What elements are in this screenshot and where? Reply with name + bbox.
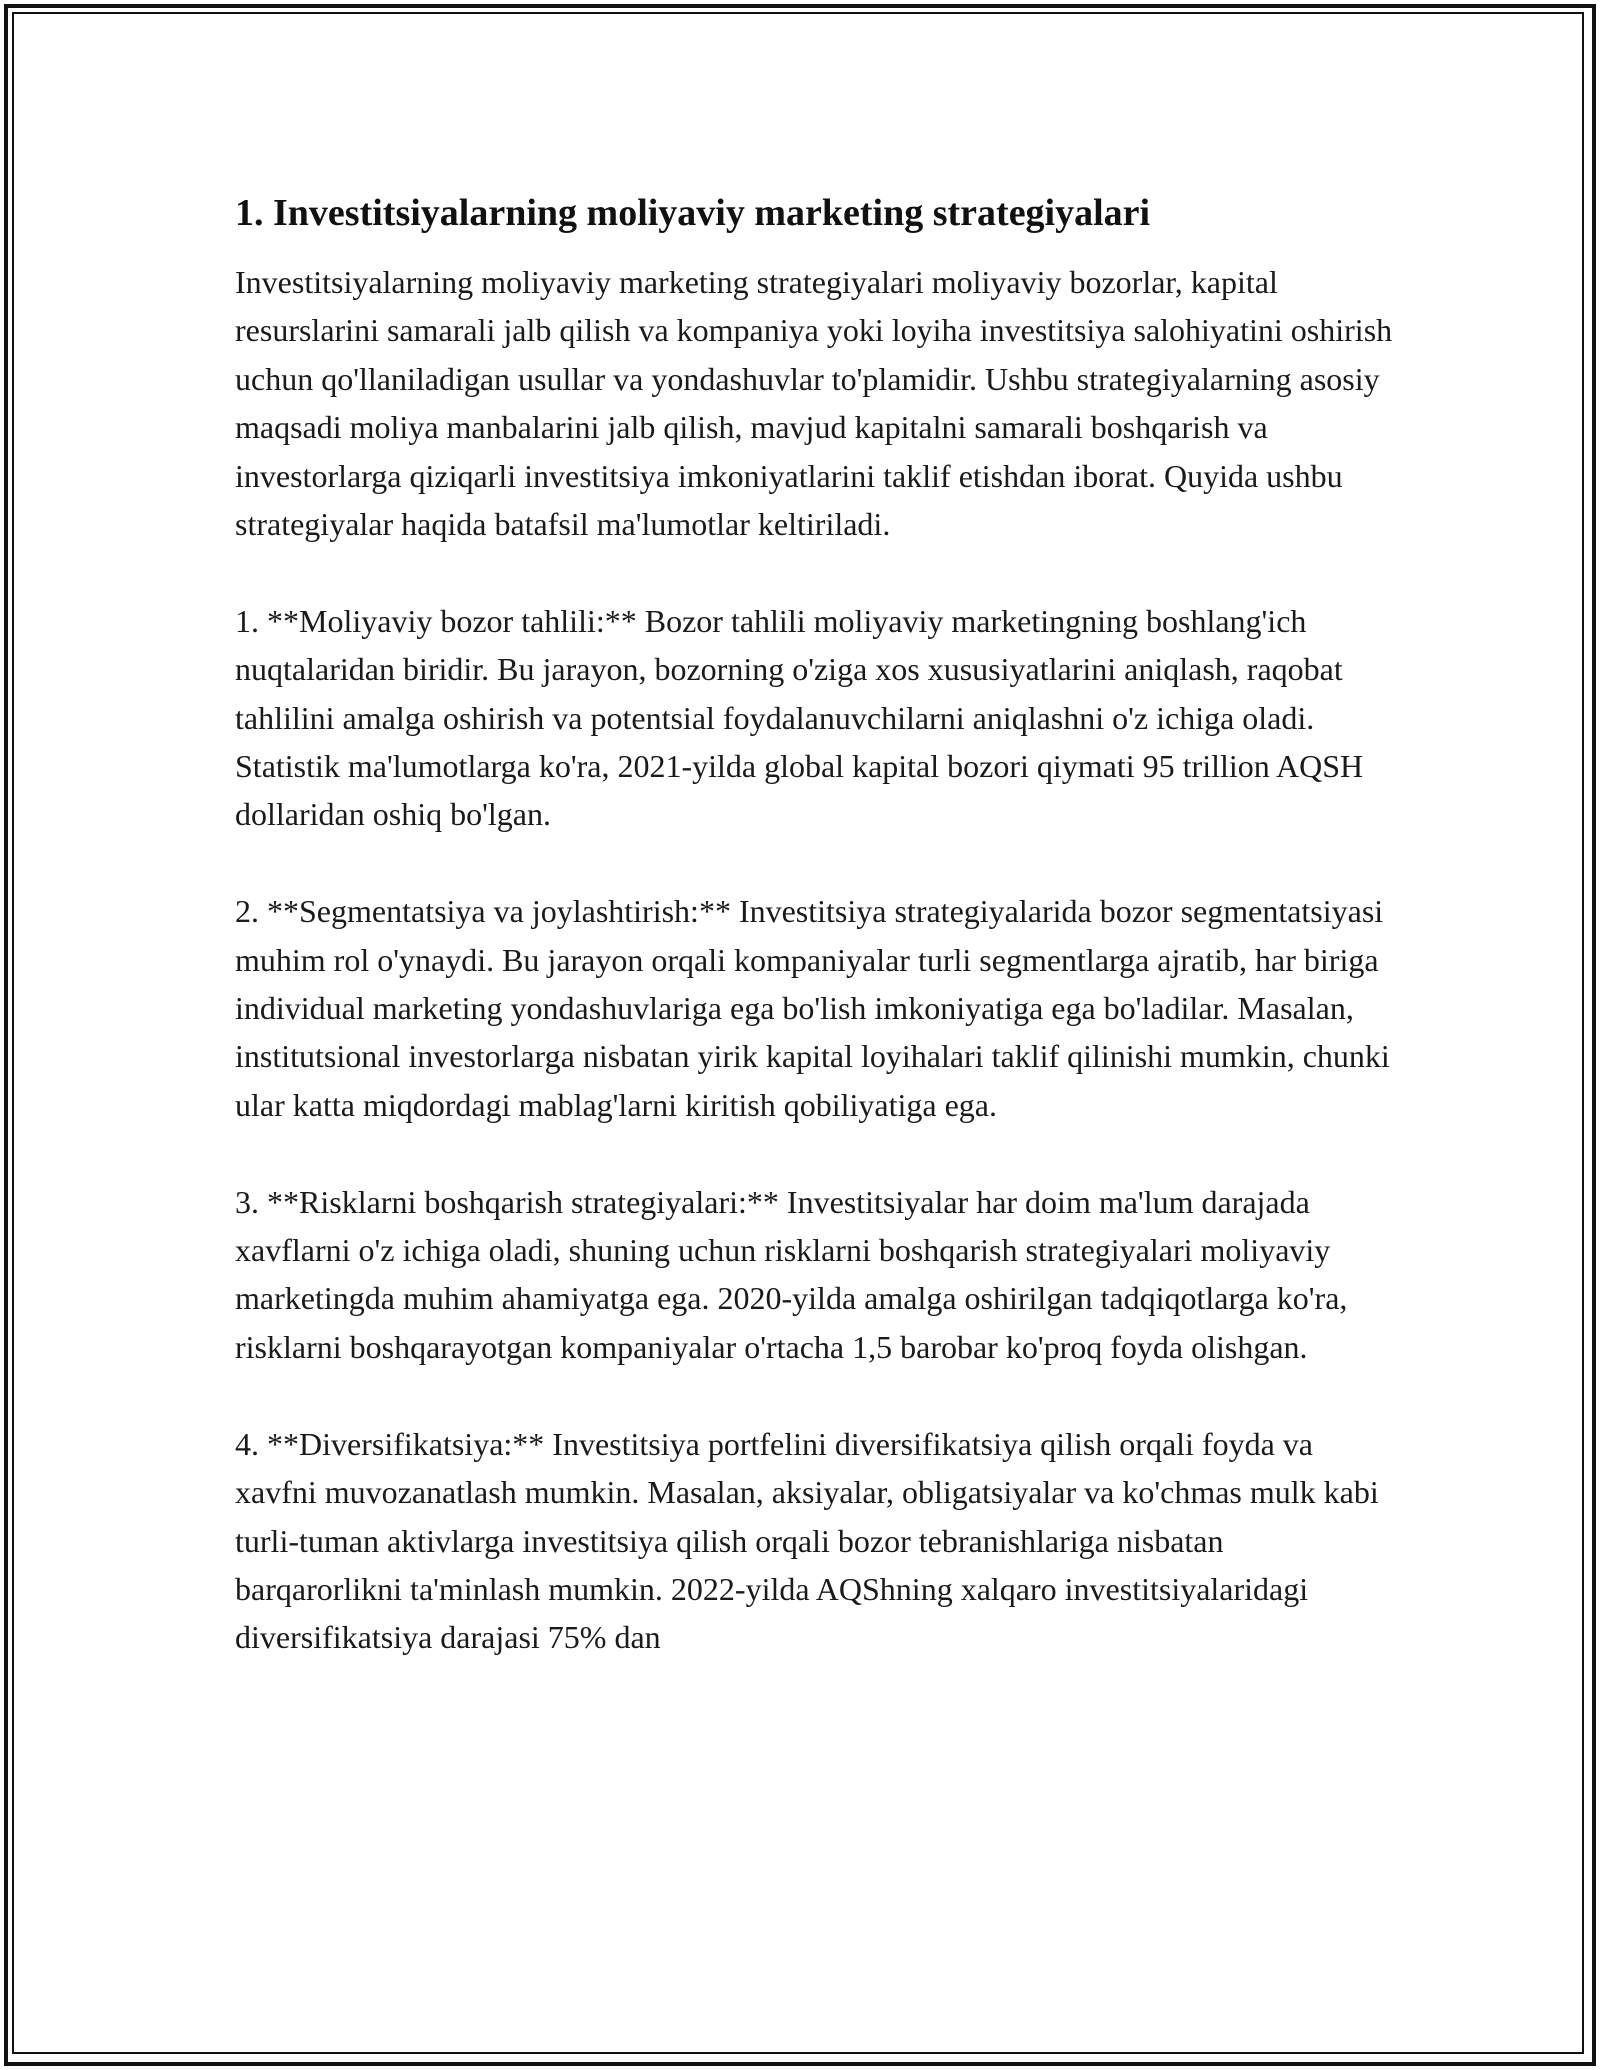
section-3-paragraph: 3. **Risklarni boshqarish strategiyalari:** Investitsiyalar har doim ma'lum darajada xavflarni o'z ichiga oladi, shuning uchun risklarni boshqarish strategiyalari moliyaviy marketingda muhim ahamiyatga ega. 2020-yilda amalga oshirilgan tadqiqotlarga ko'ra, risklarni boshqarayotgan kompaniyalar o'rtacha 1,5 barobar ko'proq foyda olishgan. (235, 1183, 1348, 1365)
section-4-paragraph: 4. **Diversifikatsiya:** Investitsiya portfelini diversifikatsiya qilish orqali foyda va xavfni muvozanatlash mumkin. Masalan, aksiyalar, obligatsiyalar va ko'chmas mulk kabi turli-tuman aktivlarga investitsiya qilish orqali bozor tebranishlariga nisbatan barqarorlikni ta'minlash mumkin. 2022-yilda AQShning xalqaro investitsiyalaridagi diversifikatsiya darajasi 75% dan (235, 1425, 1379, 1656)
document-title: 1. Investitsiyalarning moliyaviy marketing strategiyalari (235, 192, 1151, 234)
intro-paragraph: Investitsiyalarning moliyaviy marketing strategiyalari moliyaviy bozorlar, kapital resurslarini samarali jalb qilish va kompaniya yoki loyiha investitsiya salohiyatini oshirish uchun qo'llaniladigan usullar va yondashuvlar to'plamidir. Ushbu strategiyalarning asosiy maqsadi moliya manbalarini jalb qilish, mavjud kapitalni samarali boshqarish va investorlarga qiziqarli investitsiya imkoniyatlarini taklif etishdan iborat. Quyida ushbu strategiyalar haqida batafsil ma'lumotlar keltiriladi. (235, 264, 1393, 543)
section-2-paragraph: 2. **Segmentatsiya va joylashtirish:** Investitsiya strategiyalarida bozor segmentatsiyasi muhim rol o'ynaydi. Bu jarayon orqali kompaniyalar turli segmentlarga ajratib, har biriga individual marketing yondashuvlariga ega bo'lish imkoniyatiga ega bo'ladilar. Masalan, institutsional investorlarga nisbatan yirik kapital loyihalari taklif qilinishi mumkin, chunki ular katta miqdordagi mablag'larni kiritish qobiliyatiga ega. (235, 893, 1390, 1123)
section-1-paragraph: 1. **Moliyaviy bozor tahlili:** Bozor tahlili moliyaviy marketingning boshlang'ich nuqtalaridan biridir. Bu jarayon, bozorning o'ziga xos xususiyatlarini aniqlash, raqobat tahlilini amalga oshirish va potentsial foydalanuvchilarni aniqlashni o'z ichiga oladi. Statistik ma'lumotlarga ko'ra, 2021-yilda global kapital bozori qiymati 95 trillion AQSH dollaridan oshiq bo'lgan. (235, 602, 1364, 833)
document-body (235, 188, 1395, 1662)
